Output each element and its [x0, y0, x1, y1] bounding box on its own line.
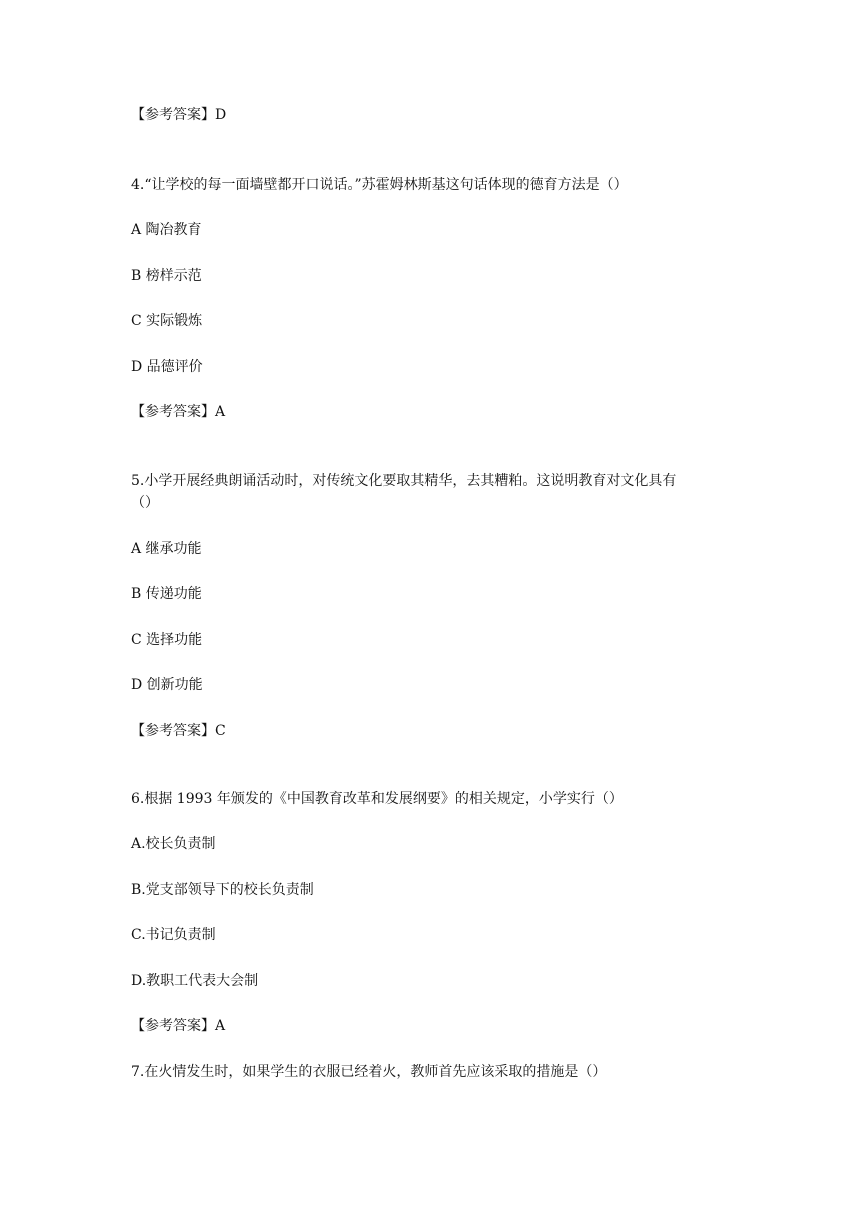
question-5: 5.小学开展经典朗诵活动时，对传统文化要取其精华，去其糟粕。这说明教育对文化具有 — [131, 473, 677, 489]
question-6: 6.根据 1993 年颁发的《中国教育改革和发展纲要》的相关规定，小学实行（） — [131, 791, 623, 807]
question-5-continuation: （） — [131, 495, 159, 511]
option-6d: D.教职工代表大会制 — [131, 973, 259, 989]
option-4a: A 陶冶教育 — [131, 222, 202, 238]
answer-q4: 【参考答案】A — [131, 404, 226, 420]
option-6a: A.校长负责制 — [131, 836, 216, 852]
option-5d: D 创新功能 — [131, 677, 203, 693]
answer-q6: 【参考答案】A — [131, 1018, 226, 1034]
question-4: 4.“让学校的每一面墙壁都开口说话。”苏霍姆林斯基这句话体现的德育方法是（） — [131, 177, 628, 193]
option-5a: A 继承功能 — [131, 541, 202, 557]
option-6c: C.书记负责制 — [131, 927, 216, 943]
option-5b: B 传递功能 — [131, 586, 202, 602]
option-4c: C 实际锻炼 — [131, 313, 203, 329]
option-4b: B 榜样示范 — [131, 268, 202, 284]
option-4d: D 品德评价 — [131, 359, 203, 375]
option-5c: C 选择功能 — [131, 632, 203, 648]
answer-q3: 【参考答案】D — [131, 107, 227, 123]
answer-q5: 【参考答案】C — [131, 723, 226, 739]
option-6b: B.党支部领导下的校长负责制 — [131, 882, 314, 898]
question-7: 7.在火情发生时，如果学生的衣服已经着火，教师首先应该采取的措施是（） — [131, 1064, 607, 1080]
